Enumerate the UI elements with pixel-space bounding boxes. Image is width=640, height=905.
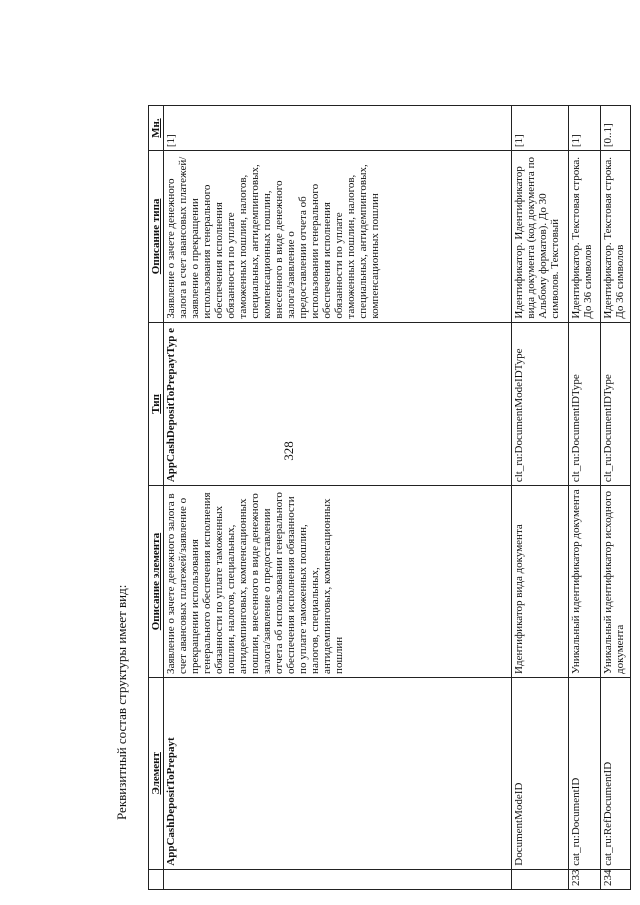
cell-element-description: Заявление о зачете денежного залога в счет авансовых платежей/заявление о прекращении использования генерального обеспечения исполнения обязанности по уплате таможенных пошлин, налогов, специальных, антидемпинговых, компенсационных пошлин, внесенного в виде денежного залога/заявление о предоставлении отчета об использовании генерального обеспечения исполнения обязанности по уплате таможенных пошлин, налогов, специальных, антидемпинговых, компенсационных пошлин: [164, 486, 512, 678]
cell-multiplicity: [1]: [164, 106, 512, 151]
cell-type: clt_ru:DocumentModeIDType: [512, 322, 569, 486]
cell-type-description: Заявление о зачете денежного залога в счет авансовых платежей/заявление о прекращении использования генерального обеспечения исполнения обязанности по уплате таможенных пошлин, налогов, специальных, антидемпинговых, компенсационных пошлин, внесенного в виде денежного залога/заявление о предоставлении отчета об использовании генерального обеспечения исполнения обязанности по уплате таможенных пошлин, налогов, специальных, антидемпинговых, компенсационных пошлин: [164, 151, 512, 322]
cell-type-description: Идентификатор. Текстовая строка. До 36 символов: [569, 151, 600, 322]
cell-number: [512, 869, 569, 889]
cell-multiplicity: [1]: [512, 106, 569, 151]
cell-element: cat_ru:DocumentID: [569, 677, 600, 869]
table-row: [164, 106, 512, 890]
page-number: 328: [281, 441, 296, 461]
cell-element-description: Идентификатор вида документа: [512, 486, 569, 678]
header-cell-type: Тип: [149, 322, 164, 486]
table-header-row: [149, 106, 164, 890]
cell-element: AppCashDepositToPrepayt: [164, 677, 512, 869]
cell-type: AppCashDepositToPrepaytTyp e: [164, 322, 512, 486]
structure-table-container: [148, 105, 631, 890]
header-cell-element: Элемент: [149, 677, 164, 869]
cell-type-description: Идентификатор. Текстовая строка. До 36 символов: [600, 151, 630, 322]
cell-element-description: Уникальный идентификатор документа: [569, 486, 600, 678]
header-cell-element-description: Описание элемента: [149, 486, 164, 678]
cell-number: [164, 869, 512, 889]
cell-type: clt_ru:DocumentIDType: [569, 322, 600, 486]
cell-type: clt_ru:DocumentIDType: [600, 322, 630, 486]
cell-element: DocumentModeID: [512, 677, 569, 869]
cell-number: 233: [569, 869, 600, 889]
table-row: [600, 106, 630, 890]
header-cell-type-description: Описание типа: [149, 151, 164, 322]
cell-multiplicity: [0..1]: [600, 106, 630, 151]
intro-text: Реквизитный состав структуры имеет вид:: [114, 584, 129, 820]
cell-element-description: Уникальный идентификатор исходного документа: [600, 486, 630, 678]
table-row: [569, 106, 600, 890]
cell-multiplicity: [1]: [569, 106, 600, 151]
table-row: [512, 106, 569, 890]
cell-element: cat_ru:RefDocumentID: [600, 677, 630, 869]
cell-type-description: Идентификатор. Идентификатор вида документа (код документа по Альбому форматов). До 30 символов. Текстовый: [512, 151, 569, 322]
structure-table: [148, 105, 631, 890]
header-cell-number: [149, 869, 164, 889]
header-cell-multiplicity: Мн.: [149, 106, 164, 151]
cell-number: 234: [600, 869, 630, 889]
